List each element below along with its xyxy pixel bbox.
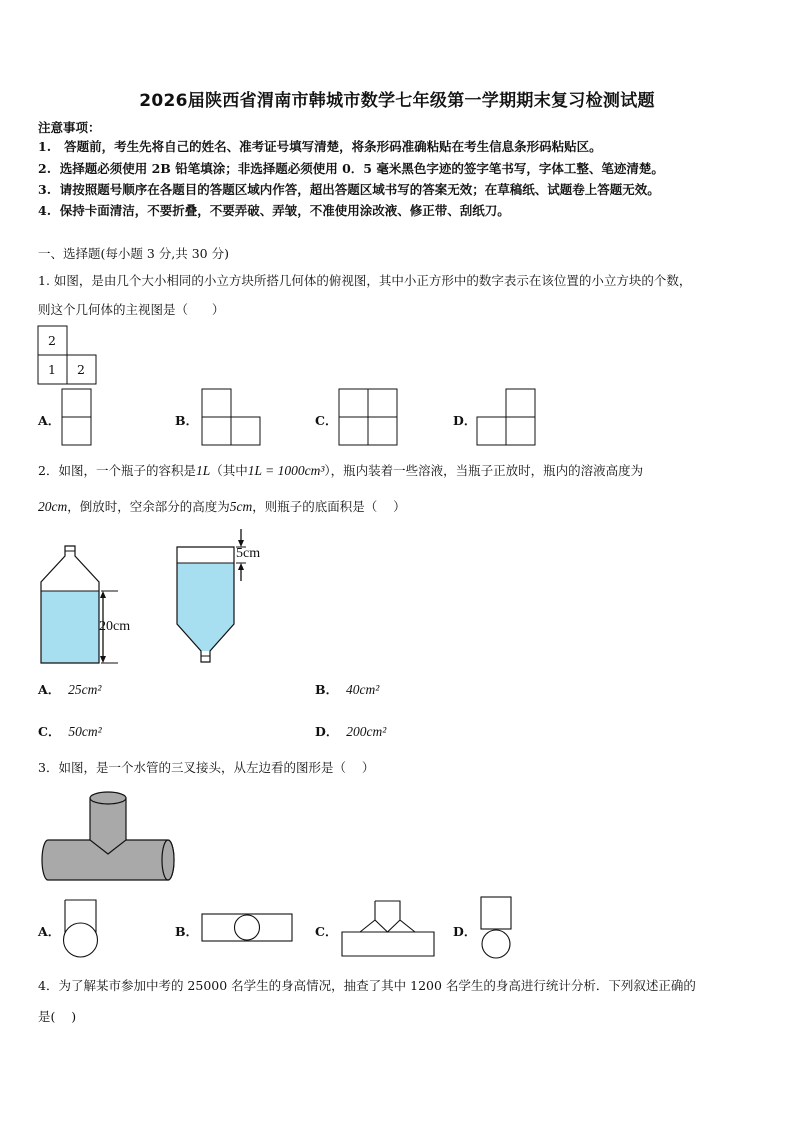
q2-text-line1: 2．如图，一个瓶子的容积是1L（其中1L = 1000cm³），瓶内装着一些溶液，当瓶子正放时，瓶内的溶液高度为 [38, 463, 644, 478]
q3-option-c-figure [340, 899, 438, 959]
q1-grid-bottom-right-number: 2 [77, 362, 85, 377]
notice-item-3: 3. 请按照题号顺序在各题目的答题区域内作答，超出答题区域书写的答案无效；在草稿纸、试题卷上答题无效。 [38, 182, 660, 197]
notice-item-2: 2. 选择题必须使用 2B 铅笔填涂；非选择题必须使用 0．5 毫米黑色字迹的签字笔书写，字体工整、笔迹清楚。 [38, 161, 664, 176]
q3-option-c-label[interactable]: C． [315, 924, 338, 939]
q1-grid-top-number: 2 [48, 333, 56, 348]
section-heading: 一、选择题(每小题 3 分,共 30 分) [38, 246, 229, 261]
q1-option-d-figure [476, 388, 538, 448]
q3-pipe-figure [38, 790, 183, 885]
q4-text-line2: 是( ) [38, 1009, 77, 1024]
notice-heading: 注意事项： [38, 120, 101, 135]
q2-inverted-bottle [170, 527, 280, 667]
q2-label-5cm: 5cm [236, 546, 261, 561]
q1-text-line1: 1. 如图，是由几个大小相同的小立方块所搭几何体的俯视图，其中小正方形中的数字表示在该位置的小立方块的个数， [38, 273, 692, 288]
q1-top-view-grid [37, 325, 99, 385]
q1-grid-bottom-left-number: 1 [48, 362, 56, 377]
q3-option-d-figure [476, 895, 516, 961]
q2-option-b[interactable]: B． 40cm² [315, 682, 380, 697]
q2-inverted-liquid [177, 563, 234, 651]
q2-option-a[interactable]: A． 25cm² [38, 682, 102, 697]
q2-text-line2: 20cm，倒放时，空余部分的高度为5cm，则瓶子的底面积是（ ） [38, 499, 406, 514]
page-title: 2026届陕西省渭南市韩城市数学七年级第一学期期末复习检测试题 [139, 91, 655, 111]
q1-option-a-figure [61, 388, 93, 448]
q2-upright-bottle [38, 540, 148, 670]
q3-option-a-label[interactable]: A． [38, 924, 61, 939]
notice-item-4: 4. 保持卡面清洁，不要折叠，不要弄破、弄皱，不准使用涂改液、修正带、刮纸刀。 [38, 203, 510, 218]
q3-text-line1: 3．如图，是一个水管的三叉接头，从左边看的图形是（ ） [38, 760, 375, 775]
q2-upright-liquid [41, 591, 99, 663]
q3-option-b-figure [201, 913, 295, 945]
q1-option-b-label[interactable]: B． [175, 413, 199, 428]
q1-option-c-figure [338, 388, 400, 448]
notice-item-1: 1. 答题前，考生先将自己的姓名、准考证号填写清楚，将条形码准确粘贴在考生信息条形码粘贴区。 [38, 139, 602, 154]
q1-option-d-label[interactable]: D． [453, 413, 477, 428]
q2-option-d[interactable]: D． 200cm² [315, 724, 387, 739]
q1-option-c-label[interactable]: C． [315, 413, 338, 428]
q1-option-a-label[interactable]: A． [38, 413, 61, 428]
q3-option-a-figure [60, 898, 102, 960]
q2-label-20cm: 20cm [99, 619, 131, 634]
q2-option-c[interactable]: C． 50cm² [38, 724, 102, 739]
q4-text-line1: 4．为了解某市参加中考的 25000 名学生的身高情况，抽查了其中 1200 名学生的身高进行统计分析．下列叙述正确的 [38, 978, 696, 993]
q3-option-d-label[interactable]: D． [453, 924, 477, 939]
q3-option-b-label[interactable]: B． [175, 924, 199, 939]
q1-option-b-figure [201, 388, 263, 448]
q1-text-line2: 则这个几何体的主视图是（ ） [38, 302, 225, 317]
